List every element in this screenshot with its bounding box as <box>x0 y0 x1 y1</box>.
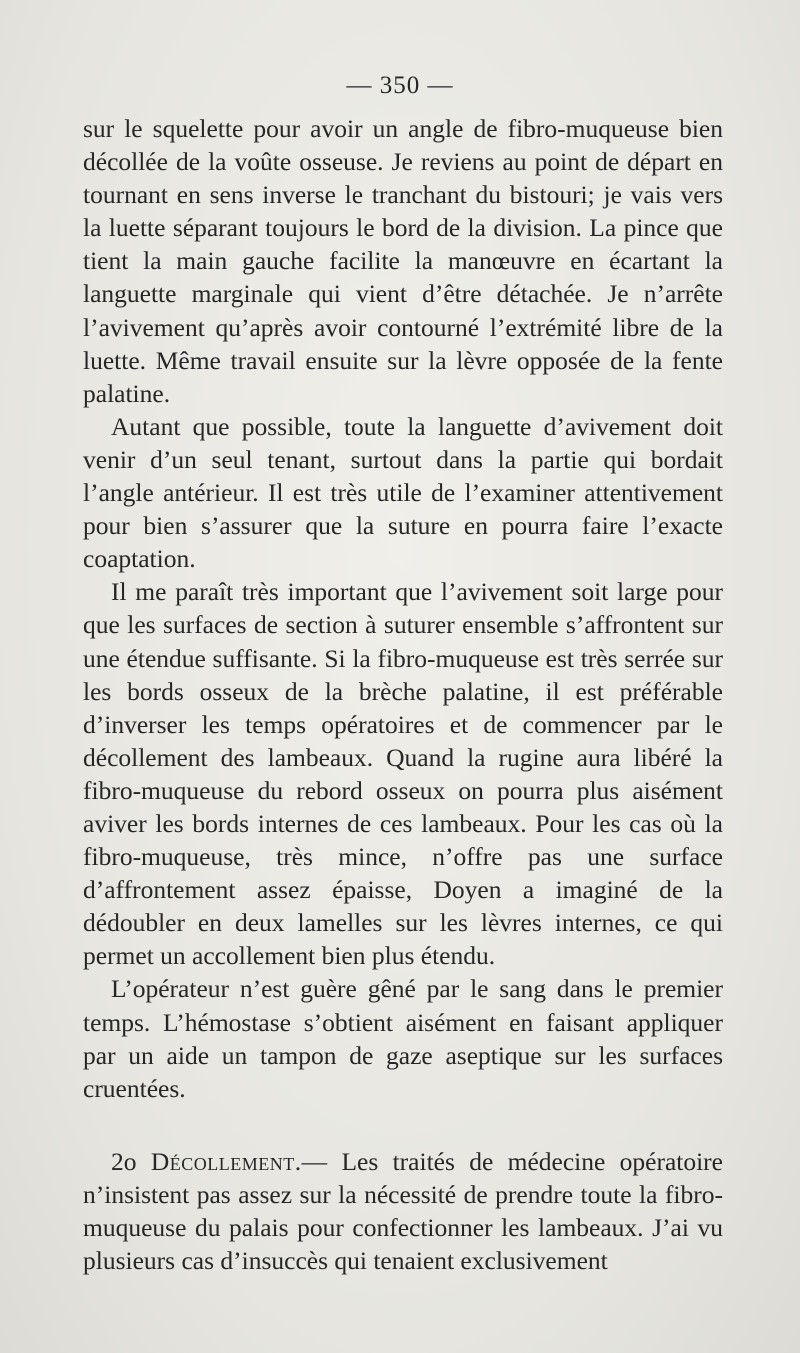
section-decollement <box>83 1145 723 1277</box>
section-number: 2o <box>111 1146 137 1176</box>
paragraph-continuation: sur le squelette pour avoir un angle de fibro-muqueuse bien décollée de la voûte osseuse. Je reviens au point de départ en tournant en sens inverse le tranchant du bistouri; je vais vers la luette séparant toujours le bord de la division. La pince que tient la main gauche facilite la manœuvre en écartant la languette marginale qui vient d’être détachée. Je n’arrête l’avivement qu’après avoir contourné l’extrémité libre de la luette. Même travail ensuite sur la lèvre opposée de la fente palatine. <box>83 114 723 408</box>
paragraph-hemostase: L’opérateur n’est guère gêné par le sang dans le premier temps. L’hémostase s’obtient aisément en faisant appliquer par un aide un tampon de gaze aseptique sur les surfaces cruentées. <box>83 974 723 1103</box>
body-text <box>83 112 723 1277</box>
section-text: — Les traités de médecine opératoire n’insistent pas assez sur la nécessité de prendre toute la fibro-muqueuse du palais pour confectionner les lambeaux. J’ai vu plusieurs cas d’insuccès qui tenaient exclusivement <box>83 1146 723 1276</box>
section-heading: Décollement. <box>150 1146 302 1176</box>
paragraph-languette: Autant que possible, toute la languette d’avivement doit venir d’un seul tenant, surtout dans la partie qui bordait l’angle antérieur. Il est très utile de l’examiner attentivement pour bien s’assurer que la suture en pourra faire l’exacte coaptation. <box>83 411 723 574</box>
page-number: — 350 — <box>346 72 454 99</box>
paragraph-avivement: Il me paraît très important que l’avivement soit large pour que les surfaces de section à suturer ensemble s’affrontent sur une étendue suffisante. Si la fibro-muqueuse est très serrée sur les bords osseux de la brèche palatine, il est préférable d’inverser les temps opératoires et de commencer par le décollement des lambeaux. Quand la rugine aura libéré la fibro-muqueuse du rebord osseux on pourra plus aisément aviver les bords internes de ces lambeaux. Pour les cas où la fibro-muqueuse, très mince, n’offre pas une surface d’affrontement assez épaisse, Doyen a imaginé de la dédoubler en deux lamelles sur les lèvres internes, ce qui permet un accollement bien plus étendu. <box>83 577 723 971</box>
